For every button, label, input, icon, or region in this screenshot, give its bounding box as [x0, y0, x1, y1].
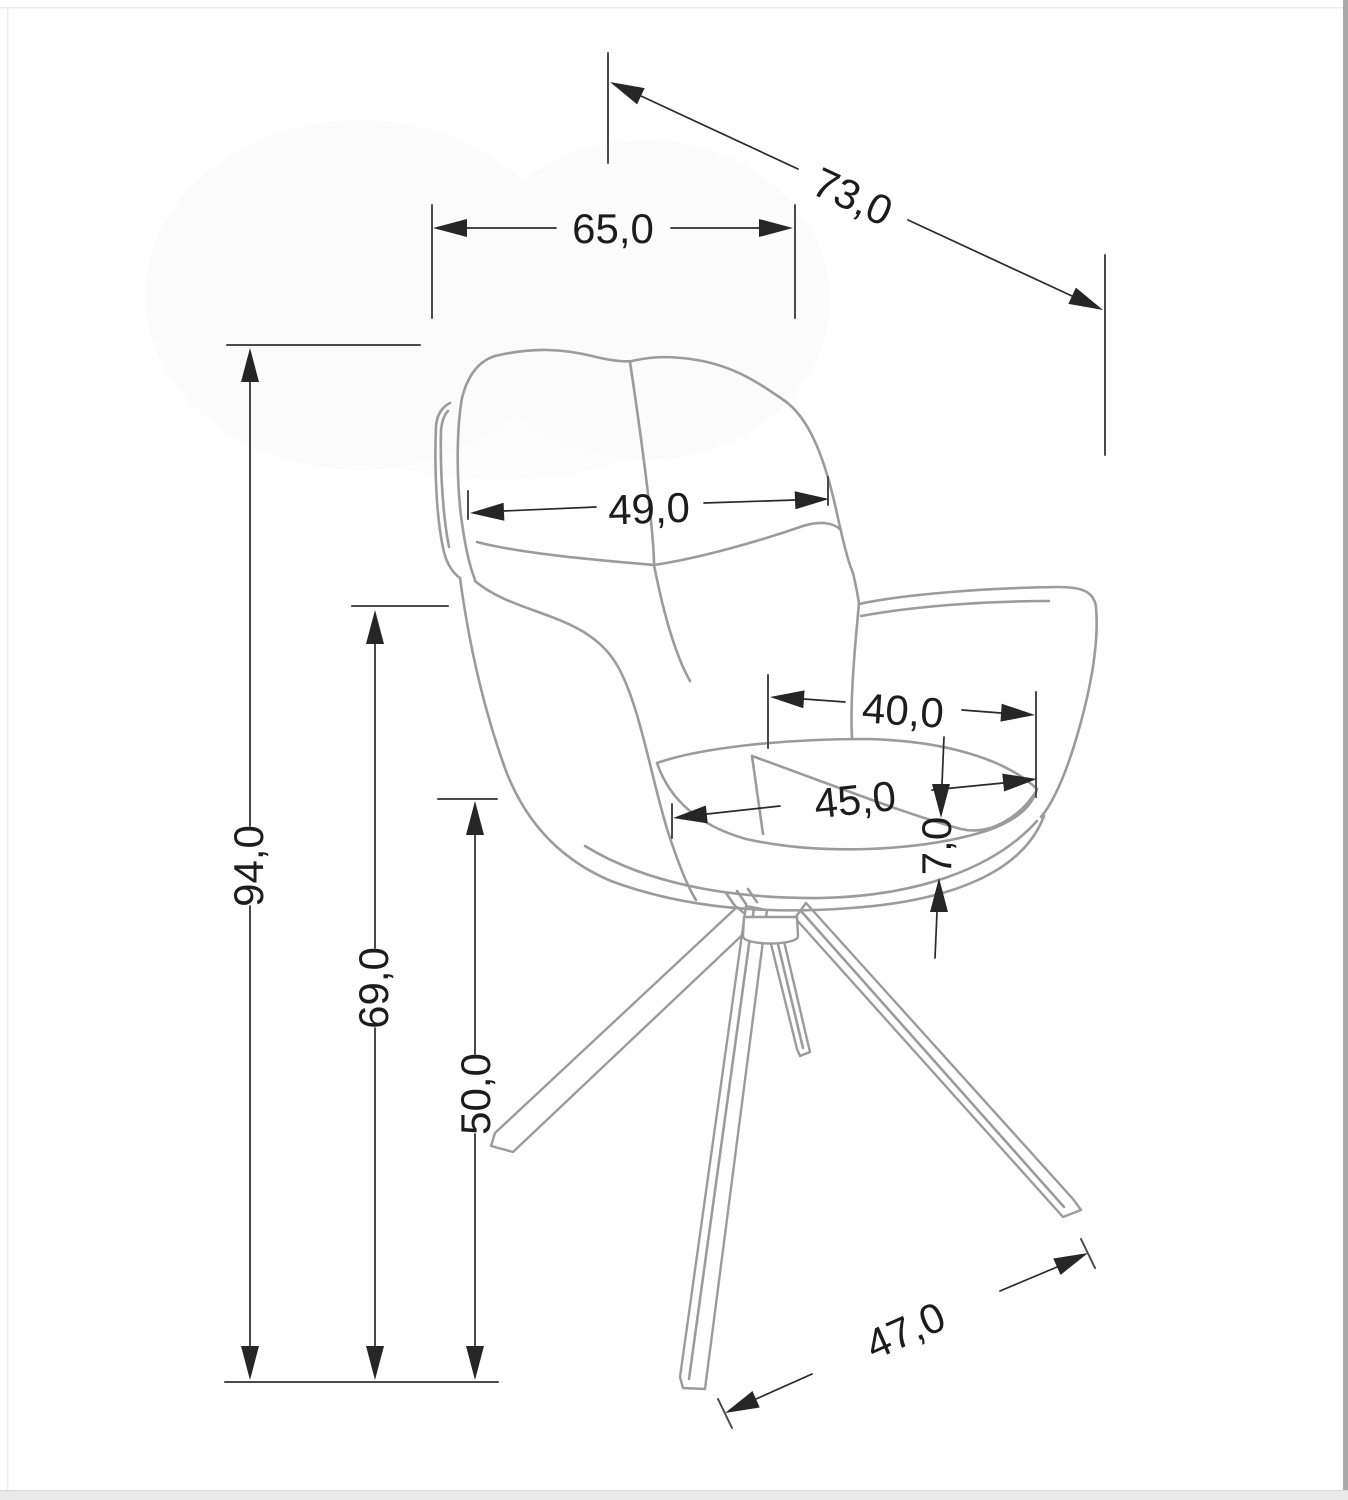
dimension-seat-depth	[768, 675, 1036, 748]
dim-label-seat-height: 50,0	[452, 1053, 500, 1135]
dimension-cushion-thickness	[913, 737, 960, 958]
seat-seam-short	[752, 756, 763, 834]
dimension-backrest-width	[468, 477, 829, 534]
dim-label-seat-width: 45,0	[811, 771, 899, 828]
dim-label-overall-width: 65,0	[572, 205, 654, 253]
chair-legs	[491, 889, 1081, 1389]
dimension-seat-height	[438, 799, 499, 1380]
dim-label-armrest-height: 69,0	[350, 947, 398, 1029]
chair-line-art	[435, 350, 1096, 1389]
swivel-hub	[743, 917, 798, 944]
dim-label-seat-depth: 40,0	[860, 684, 946, 737]
dimension-seat-width	[672, 737, 1038, 838]
dim-label-overall-height: 94,0	[225, 825, 273, 907]
chair-seat	[585, 739, 1037, 898]
dim-label-backrest-width: 49,0	[607, 483, 691, 534]
lumbar-seam	[654, 565, 690, 681]
dim-label-cushion-thickness: 7,0	[913, 816, 961, 876]
leg-right	[795, 903, 1081, 1217]
dimension-armrest-height	[350, 606, 448, 1380]
watermark	[145, 120, 830, 480]
dim-label-base-depth: 47,0	[858, 1292, 953, 1369]
leg-back-left	[491, 907, 755, 1152]
dim-label-overall-depth: 73,0	[805, 158, 900, 236]
dimension-overall-height	[225, 345, 498, 1382]
dimension-base-depth	[718, 1239, 1095, 1428]
